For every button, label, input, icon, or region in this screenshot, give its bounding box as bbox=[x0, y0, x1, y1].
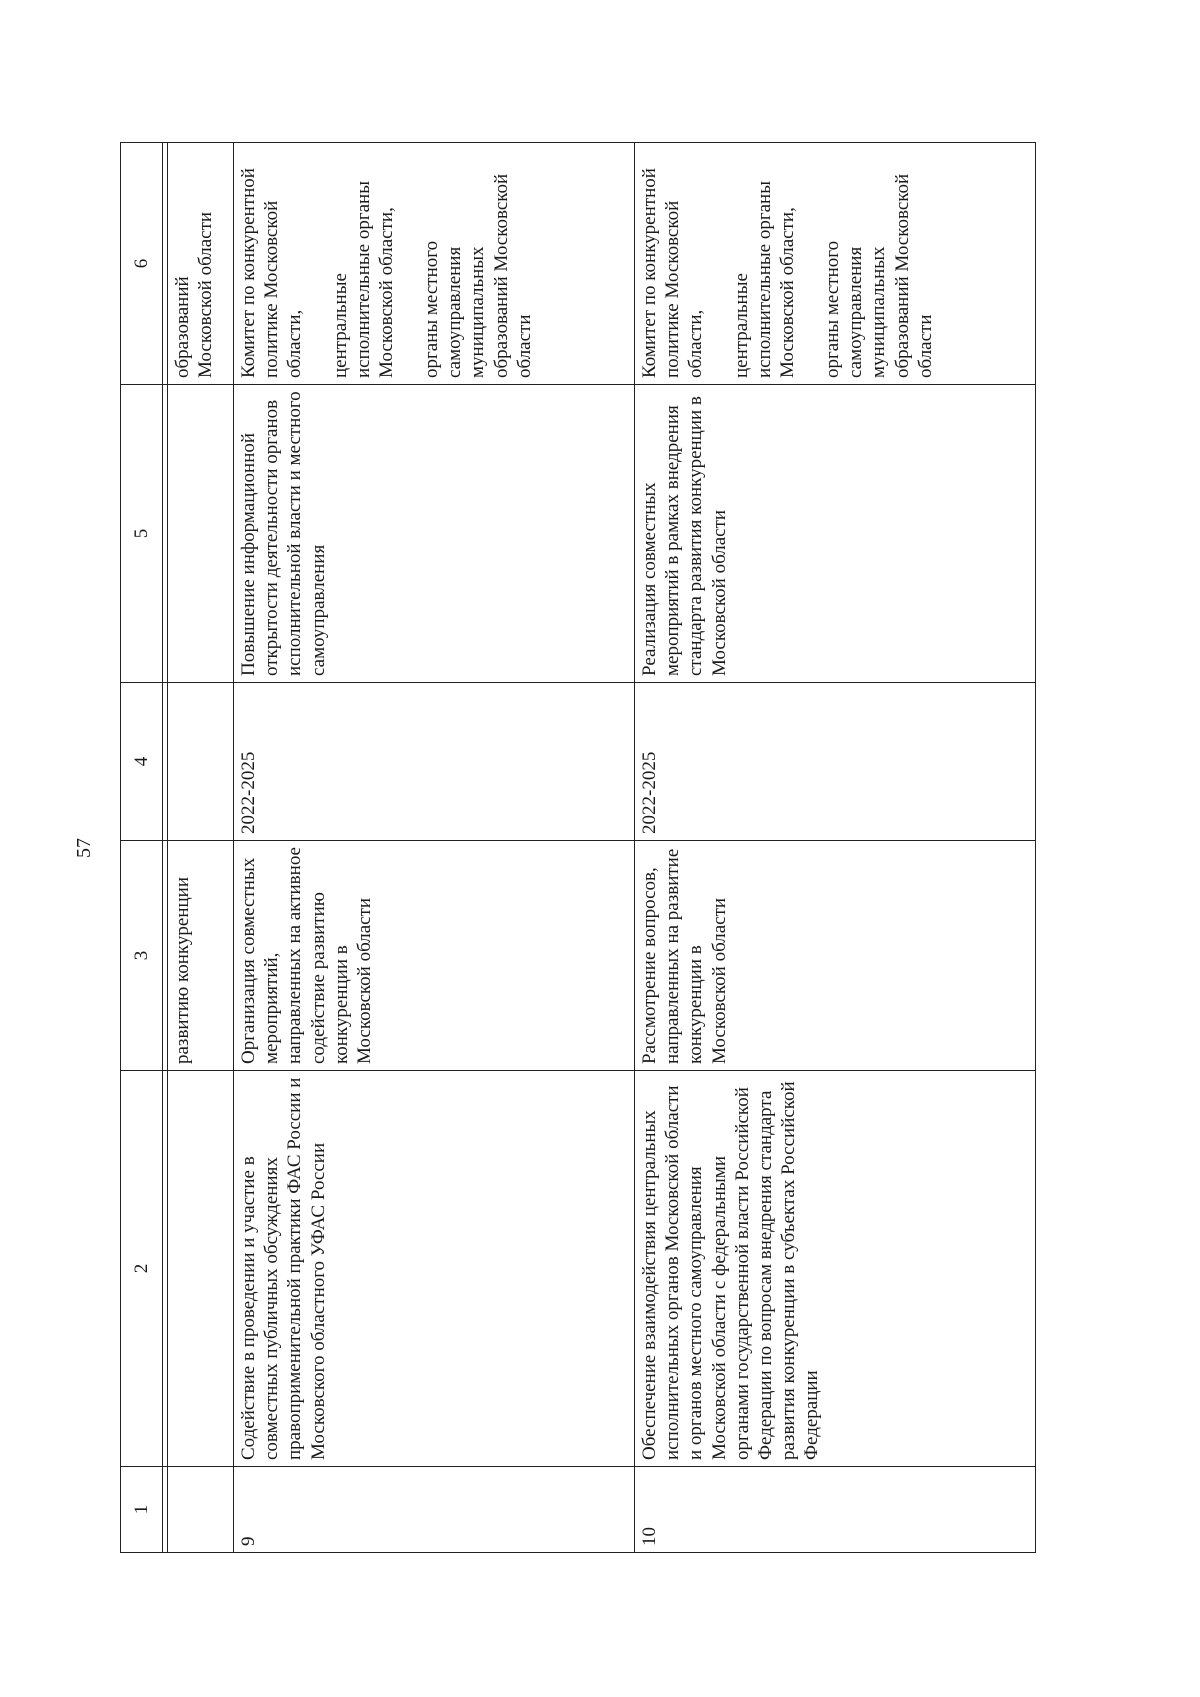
header-col-1: 1 bbox=[121, 1467, 163, 1553]
header-col-5: 5 bbox=[121, 385, 163, 683]
row-mechanism: Рассмотрение вопросов, направленных на развитие конкуренции в Московской области bbox=[635, 841, 1036, 1071]
header-col-2: 2 bbox=[121, 1071, 163, 1467]
row-executors: Комитет по конкурентной политике Московской области, центральные исполнительные органы Московской области, органы местного самоуправления муниципальных образований Московской области bbox=[234, 143, 635, 385]
header-col-6: 6 bbox=[121, 143, 163, 385]
continuation-mechanism: развитию конкуренции bbox=[168, 841, 234, 1071]
header-col-4: 4 bbox=[121, 683, 163, 841]
header-col-3: 3 bbox=[121, 841, 163, 1071]
row-number: 10 bbox=[635, 1467, 1036, 1553]
plan-table bbox=[120, 142, 1036, 1553]
row-event: Обеспечение взаимодействия центральных исполнительных органов Московской области и органов местного самоуправления Московской области с федеральными органами государственной власти Российской Федерации по вопросам внедрения стандарта развития конкуренции в субъектах Российской Федерации bbox=[635, 1071, 1036, 1467]
row-result: Повышение информационной открытости деятельности органов исполнительной власти и местного самоуправления bbox=[234, 385, 635, 683]
row-result: Реализация совместных мероприятий в рамках внедрения стандарта развития конкуренции в Московской области bbox=[635, 385, 1036, 683]
row-event: Содействие в проведении и участие в совместных публичных обсуждениях правоприменительной практики ФАС России и Московского областного УФАС России bbox=[234, 1071, 635, 1467]
page-number: 57 bbox=[73, 838, 95, 858]
continuation-row bbox=[168, 143, 234, 1553]
row-period: 2022-2025 bbox=[635, 683, 1036, 841]
header-row bbox=[121, 143, 163, 1553]
rotated-page bbox=[73, 143, 1045, 1553]
row-mechanism: Организация совместных мероприятий, направленных на активное содействие развитию конкуренции в Московской области bbox=[234, 841, 635, 1071]
table-row bbox=[234, 143, 635, 1553]
row-executors: Комитет по конкурентной политике Московской области, центральные исполнительные органы Московской области, органы местного самоуправления муниципальных образований Московской области bbox=[635, 143, 1036, 385]
row-period: 2022-2025 bbox=[234, 683, 635, 841]
row-number: 9 bbox=[234, 1467, 635, 1553]
continuation-executors: образований Московской области bbox=[168, 143, 234, 385]
table-row bbox=[635, 143, 1036, 1553]
